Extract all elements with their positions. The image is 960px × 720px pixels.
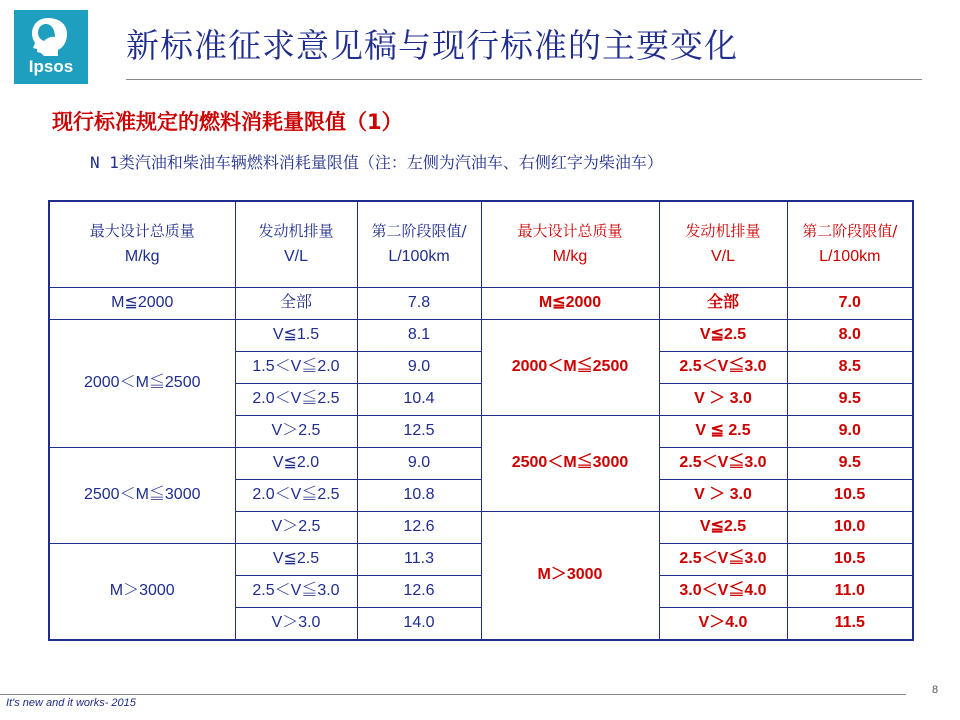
gas-mass-cell: 2000＜M≦2500 xyxy=(49,319,235,447)
diesel-limit-cell: 11.5 xyxy=(787,607,913,640)
gas-limit-cell: 12.6 xyxy=(357,511,481,543)
gas-disp-cell: 2.0＜V≦2.5 xyxy=(235,479,357,511)
table-caption: N 1类汽油和柴油车辆燃料消耗量限值（注：左侧为汽油车、右侧红字为柴油车） xyxy=(90,153,663,172)
diesel-limit-cell: 7.0 xyxy=(787,287,913,319)
page-title: 新标准征求意见稿与现行标准的主要变化 xyxy=(126,26,738,65)
gas-disp-cell: 全部 xyxy=(235,287,357,319)
gas-limit-cell: 8.1 xyxy=(357,319,481,351)
gas-disp-cell: 2.0＜V≦2.5 xyxy=(235,383,357,415)
header-displacement-diesel: 发动机排量 V/L xyxy=(659,201,787,287)
header-limit: 第二阶段限值/ L/100km xyxy=(357,201,481,287)
gas-disp-cell: 1.5＜V≦2.0 xyxy=(235,351,357,383)
diesel-disp-cell: V≦2.5 xyxy=(659,511,787,543)
footer-divider xyxy=(0,694,906,695)
diesel-disp-cell: 3.0＜V≦4.0 xyxy=(659,575,787,607)
gas-disp-cell: V＞3.0 xyxy=(235,607,357,640)
diesel-disp-cell: 全部 xyxy=(659,287,787,319)
table-header-row xyxy=(49,201,913,287)
gas-disp-cell: V≦1.5 xyxy=(235,319,357,351)
section-title: 现行标准规定的燃料消耗量限值（1） xyxy=(52,110,403,134)
diesel-limit-cell: 10.5 xyxy=(787,479,913,511)
footer-text: It's new and it works- 2015 xyxy=(6,697,136,709)
table-row xyxy=(49,319,913,351)
gas-disp-cell: V≦2.5 xyxy=(235,543,357,575)
gas-limit-cell: 12.5 xyxy=(357,415,481,447)
gas-limit-cell: 10.8 xyxy=(357,479,481,511)
gas-limit-cell: 12.6 xyxy=(357,575,481,607)
fuel-consumption-limits-table xyxy=(48,200,914,641)
diesel-disp-cell: V＞4.0 xyxy=(659,607,787,640)
diesel-limit-cell: 9.5 xyxy=(787,447,913,479)
title-divider xyxy=(126,79,922,80)
gas-disp-cell: V≦2.0 xyxy=(235,447,357,479)
gas-mass-cell: M≦2000 xyxy=(49,287,235,319)
diesel-disp-cell: V ＞ 3.0 xyxy=(659,383,787,415)
gas-limit-cell: 9.0 xyxy=(357,351,481,383)
diesel-disp-cell: 2.5＜V≦3.0 xyxy=(659,447,787,479)
diesel-mass-cell: M＞3000 xyxy=(481,511,659,640)
header-mass-diesel: 最大设计总质量 M/kg xyxy=(481,201,659,287)
header-displacement: 发动机排量 V/L xyxy=(235,201,357,287)
diesel-mass-cell: 2500＜M≦3000 xyxy=(481,415,659,511)
gas-disp-cell: V＞2.5 xyxy=(235,511,357,543)
gas-limit-cell: 9.0 xyxy=(357,447,481,479)
page-number: 8 xyxy=(932,684,939,696)
header-limit-diesel: 第二阶段限值/ L/100km xyxy=(787,201,913,287)
table-row xyxy=(49,287,913,319)
diesel-mass-cell: 2000＜M≦2500 xyxy=(481,319,659,415)
diesel-limit-cell: 8.0 xyxy=(787,319,913,351)
gas-mass-cell: 2500＜M≦3000 xyxy=(49,447,235,543)
gas-limit-cell: 7.8 xyxy=(357,287,481,319)
diesel-limit-cell: 8.5 xyxy=(787,351,913,383)
ipsos-logo xyxy=(14,10,88,84)
diesel-limit-cell: 10.5 xyxy=(787,543,913,575)
diesel-disp-cell: V≦2.5 xyxy=(659,319,787,351)
diesel-limit-cell: 11.0 xyxy=(787,575,913,607)
gas-disp-cell: V＞2.5 xyxy=(235,415,357,447)
diesel-limit-cell: 10.0 xyxy=(787,511,913,543)
gas-limit-cell: 14.0 xyxy=(357,607,481,640)
gas-mass-cell: M＞3000 xyxy=(49,543,235,640)
gas-limit-cell: 11.3 xyxy=(357,543,481,575)
diesel-disp-cell: V ≦ 2.5 xyxy=(659,415,787,447)
diesel-limit-cell: 9.0 xyxy=(787,415,913,447)
diesel-disp-cell: 2.5＜V≦3.0 xyxy=(659,543,787,575)
logo-text: Ipsos xyxy=(28,57,74,76)
header-mass: 最大设计总质量 M/kg xyxy=(49,201,235,287)
diesel-limit-cell: 9.5 xyxy=(787,383,913,415)
gas-limit-cell: 10.4 xyxy=(357,383,481,415)
gas-disp-cell: 2.5＜V≦3.0 xyxy=(235,575,357,607)
diesel-disp-cell: V ＞ 3.0 xyxy=(659,479,787,511)
diesel-disp-cell: 2.5＜V≦3.0 xyxy=(659,351,787,383)
diesel-mass-cell: M≦2000 xyxy=(481,287,659,319)
